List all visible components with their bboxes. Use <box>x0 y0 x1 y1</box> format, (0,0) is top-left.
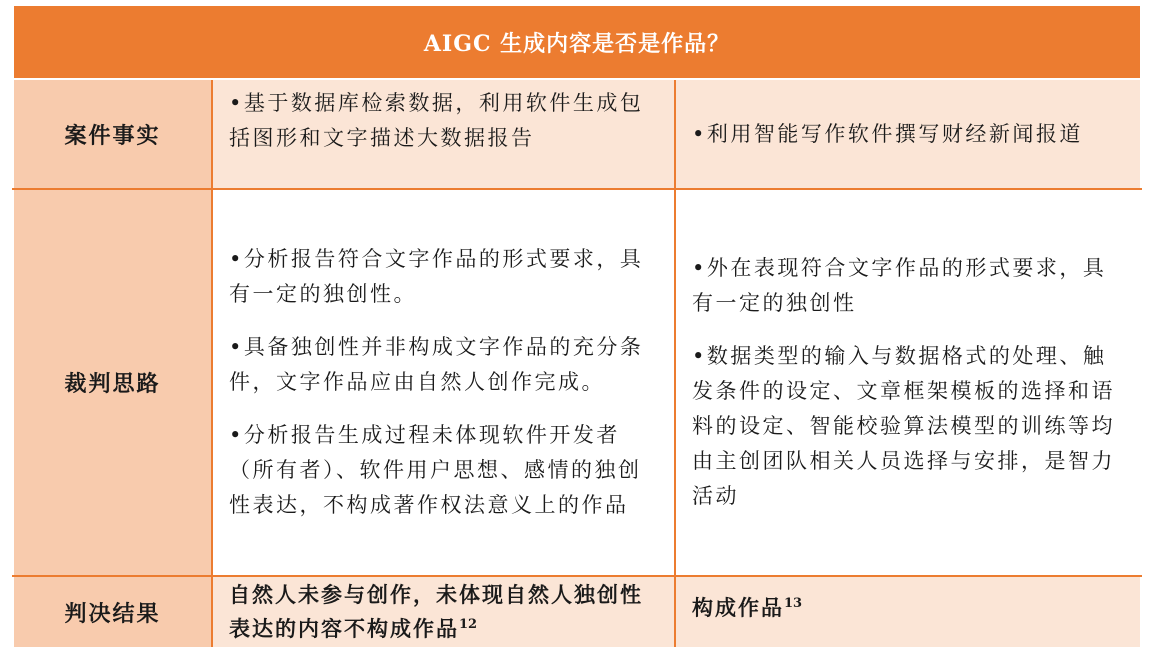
footnote-ref: 12 <box>459 617 478 632</box>
paragraph: •利用智能写作软件撰写财经新闻报道 <box>692 121 1083 146</box>
row-label-facts: 案件事实 <box>13 79 212 189</box>
paragraph: •数据类型的输入与数据格式的处理、触发条件的设定、文章框架模板的选择和语料的设定、智能校验算法模型的训练等均由主创团队相关人员选择与安排，是智力活动 <box>692 344 1115 508</box>
cell-reasoning-case1 <box>212 189 675 576</box>
result-text: 自然人未参与创作，未体现自然人独创性表达的内容不构成作品 <box>229 582 643 641</box>
cell-text <box>213 242 674 523</box>
paragraph: •分析报告生成过程未体现软件开发者（所有者）、软件用户思想、感情的独创性表达，不构成著作权法意义上的作品 <box>229 423 642 517</box>
cell-result-case1 <box>212 576 675 648</box>
table-row-facts <box>13 79 1141 189</box>
cell-text <box>676 251 1140 514</box>
cell-facts-case2 <box>675 79 1141 189</box>
row-label-reasoning: 裁判思路 <box>13 189 212 576</box>
paragraph: •具备独创性并非构成文字作品的充分条件，文字作品应由自然人创作完成。 <box>229 335 644 394</box>
table-row-reasoning <box>13 189 1141 576</box>
paragraph: •外在表现符合文字作品的形式要求，具有一定的独创性 <box>692 256 1107 315</box>
aigc-comparison-table <box>12 4 1142 649</box>
table-header-row <box>13 5 1141 79</box>
cell-text <box>213 578 674 646</box>
footnote-ref: 13 <box>784 596 803 611</box>
row-label-result: 判决结果 <box>13 576 212 648</box>
paragraph: •分析报告符合文字作品的形式要求，具有一定的独创性。 <box>229 247 644 306</box>
result-text: 构成作品 <box>692 595 784 620</box>
cell-text <box>213 86 674 156</box>
paragraph: •基于数据库检索数据，利用软件生成包括图形和文字描述大数据报告 <box>229 91 644 150</box>
cell-text <box>676 591 1140 625</box>
cell-text <box>676 117 1140 152</box>
cell-facts-case1 <box>212 79 675 189</box>
comparison-table-container <box>12 4 1140 648</box>
cell-result-case2 <box>675 576 1141 648</box>
table-title: AIGC 生成内容是否是作品？ <box>13 5 1141 79</box>
cell-reasoning-case2 <box>675 189 1141 576</box>
table-row-result <box>13 576 1141 648</box>
